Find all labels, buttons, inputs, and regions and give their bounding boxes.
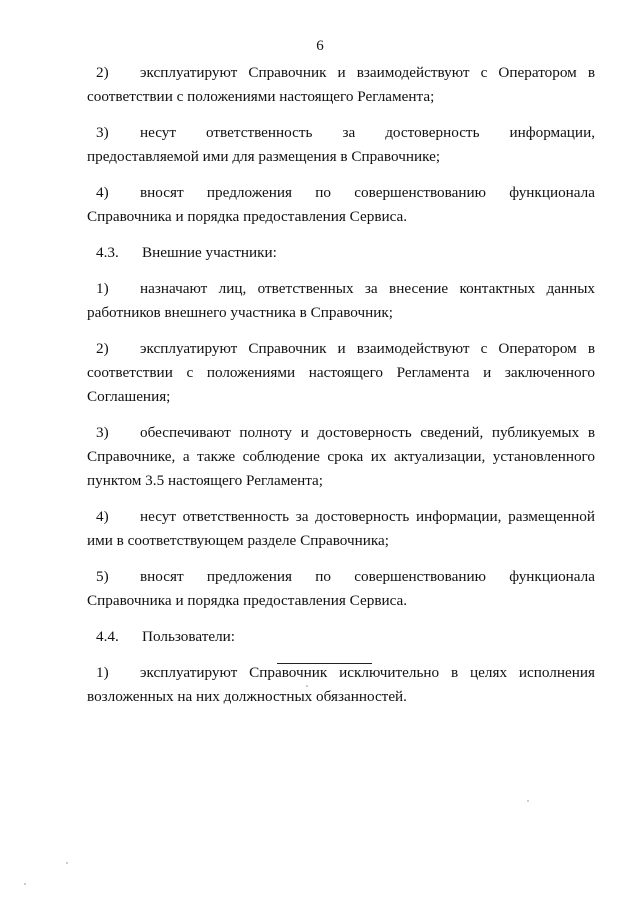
list-item: [87, 661, 595, 709]
item-number: 4): [96, 508, 109, 525]
page-number: 6: [316, 38, 324, 54]
section-number: 4.4.: [96, 628, 119, 645]
item-number: 2): [96, 340, 109, 357]
section-heading: [87, 241, 595, 265]
item-number: 4): [96, 184, 109, 201]
list-item: [87, 181, 595, 229]
scan-speck: [527, 800, 529, 802]
item-text: обеспечивают полноту и достоверность сведений, публикуемых в Справочнике, а также соблюдение срока их актуализации, установленного пунктом 3.5 настоящего Регламента;: [87, 424, 595, 489]
item-text: эксплуатируют Справочник и взаимодействуют с Оператором в соответствии с положениями настоящего Регламента;: [87, 64, 595, 105]
section-number: 4.3.: [96, 244, 119, 261]
item-number: 3): [96, 424, 109, 441]
list-item: [87, 61, 595, 109]
item-text: несут ответственность за достоверность информации, предоставляемой ими для размещения в Справочнике;: [87, 124, 595, 165]
section-heading: [87, 625, 595, 649]
list-item: [87, 277, 595, 325]
item-number: 5): [96, 568, 109, 585]
list-item: [87, 421, 595, 493]
end-separator-line: [277, 663, 372, 664]
item-number: 2): [96, 64, 109, 81]
item-text: вносят предложения по совершенствованию функционала Справочника и порядка предоставления Сервиса.: [87, 184, 595, 225]
item-text: вносят предложения по совершенствованию функционала Справочника и порядка предоставления Сервиса.: [87, 568, 595, 609]
scan-speck: [66, 862, 68, 864]
list-item: [87, 505, 595, 553]
item-number: 1): [96, 664, 109, 681]
list-item: [87, 121, 595, 169]
item-number: 1): [96, 280, 109, 297]
scan-speck: [24, 883, 26, 885]
list-item: [87, 337, 595, 409]
scan-speck: [306, 685, 308, 687]
section-title: Внешние участники:: [142, 244, 277, 261]
item-text: назначают лиц, ответственных за внесение контактных данных работников внешнего участника в Справочник;: [87, 280, 595, 321]
item-text: эксплуатируют Справочник и взаимодействуют с Оператором в соответствии с положениями настоящего Регламента и заключенного Соглашения;: [87, 340, 595, 405]
section-title: Пользователи:: [142, 628, 235, 645]
document-body: [87, 61, 595, 721]
item-number: 3): [96, 124, 109, 141]
item-text: эксплуатируют Справочник исключительно в целях исполнения возложенных на них должностных обязанностей.: [87, 664, 595, 705]
item-text: несут ответственность за достоверность информации, размещенной ими в соответствующем разделе Справочника;: [87, 508, 595, 549]
list-item: [87, 565, 595, 613]
